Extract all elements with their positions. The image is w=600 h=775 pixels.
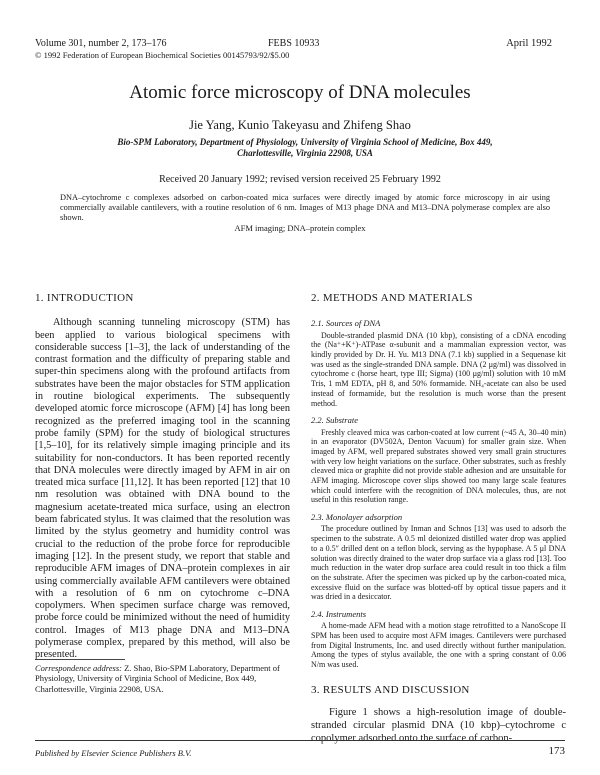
page-number: 173 (548, 745, 565, 757)
footer-rule (35, 740, 565, 741)
footnote-rule (35, 659, 125, 660)
subsection-title: 2.2. Substrate (311, 415, 358, 426)
introduction-text: Although scanning tunneling microscopy (STM) has been applied to various biological specimens with considerable success [1–3], the lack of understanding of the contrast formation and the difficulty of preparing stable and super-thin specimens along with the profound artifacts from substrates have been the major obstacles for STM application in routine biological experiments. The subsequently developed atomic force microscope (AFM) [4] has long been recognized as the preferred imaging tool in the scanning probe family (SPM) for the study of biological structures [1,5–10], for its relatively simple imaging principle and its suitability for non-conductors. It has been reported recently that DNA molecules were directly imaged by AFM in air on treated mica surface [11,12]. It has been reported [12] that 10 nm resolution was obtained with DNA bound to the magnesium acetate-treated mica surface, using an electron beam fabricated stylus. It was claimed that the resolution was limited by the stylus geometry and humidity control was crucial to the reduction of the probe force for reproducible imaging [12]. In the present study, we report that stable and reproducible AFM images of DNA–protein complexes in air using commercially available AFM cantilevers were obtained with a resolution of 6 nm on cytochrome c–DNA copolymers. When specimen surface charge was removed, probe force could be minimized without the need of humidity control. Images of M13 phage DNA and M13–DNA polymerase complex, prepared by this method, will also be presented. (35, 317, 290, 661)
copyright-line: © 1992 Federation of European Biochemical Societies 00145793/92/$5.00 (35, 50, 290, 60)
subsection-title: 2.1. Sources of DNA (311, 318, 381, 329)
subsection-text: The procedure outlined by Inman and Schnos [13] was used to adsorb the specimen to the substrate. A 0.5 ml deionized distilled water drop was applied to a 0.5″ drilled dent on a teflon block, serving as the hypophase. A 5 μl DNA solution was directly drained to the water drop surface via a glass rod [13]. Too much reduction in the water drop surface area could result in too thick a film on the substrate. After the specimen was picked up by the carbon-coated mica, excessive fluid on the surface was blotted-off by optical tissue papers and it was dried in a desiccator. (311, 524, 566, 602)
subsection-title: 2.3. Monolayer adsorption (311, 512, 403, 523)
introduction-heading: 1. INTRODUCTION (35, 292, 134, 304)
correspondence-text: Z. Shao, Bio-SPM Laboratory, Department of Physiology, University of Virginia School of Medicine, Box 449, Charlottesville, Virginia 22908, USA. (35, 663, 280, 694)
correspondence-note (35, 663, 285, 694)
issue-date: April 1992 (506, 38, 552, 49)
received-dates: Received 20 January 1992; revised version received 25 February 1992 (159, 174, 441, 185)
left-column (35, 292, 290, 662)
authors: Jie Yang, Kunio Takeyasu and Zhifeng Shao (189, 118, 411, 132)
keywords: AFM imaging; DNA–protein complex (234, 223, 366, 233)
subsection-text: Double-stranded plasmid DNA (10 kbp), consisting of a cDNA encoding the (Na⁺+K⁺)-ATPase α-subunit and a mammalian expression vector, was kindly provided by Dr. H. Yu. M13 DNA (7.1 kb) supplied in a Sequenase kit was used as the single-stranded DNA sample. DNA (2 μg/ml) was dissolved in cytochrome c (horse heart, type III; Sigma) (100 μg/ml) solution with 10 mM Tris, 1 mM EDTA, pH 8, and 50% formamide. NH₄-acetate can also be used instead of formamide, but the resolution is much worse than the present method. (311, 330, 566, 408)
publisher-line: Published by Elsevier Science Publishers B.V. (35, 748, 192, 758)
affiliation: Bio-SPM Laboratory, Department of Physiology, University of Virginia School of Medicine, Box 449, Charlottesville, Virginia 22908, USA (117, 137, 493, 158)
subsection-title: 2.4. Instruments (311, 609, 367, 620)
subsection-text: A home-made AFM head with a motion stage retrofitted to a NanoScope II SPM has been used to acquire most AFM images. Cantilevers were purchased from Digital Instruments, Inc. and used directly without further manipulation. Among the types of stylus available, the one with a spring constant of 0.06 N/m was used. (311, 621, 566, 670)
correspondence-label: Correspondence address: (35, 663, 122, 673)
article-title: Atomic force microscopy of DNA molecules (129, 82, 471, 103)
febs-number: FEBS 10933 (268, 38, 320, 49)
volume-info: Volume 301, number 2, 173–176 (35, 38, 167, 49)
results-heading: 3. RESULTS AND DISCUSSION (311, 683, 470, 696)
abstract: DNA–cytochrome c complexes adsorbed on carbon-coated mica surfaces were directly imaged by atomic force microscopy in air using commercially available cantilevers, with a routine resolution of 6 nm. Images of M13 phage DNA and M13–DNA polymerase complex are also shown. (60, 193, 550, 222)
right-column (311, 292, 566, 745)
methods-heading: 2. METHODS AND MATERIALS (311, 292, 473, 304)
results-text: Figure 1 shows a high-resolution image of double-stranded circular plasmid DNA (10 kbp)–cytochrome c copolymer adsorbed onto the surface of carbon- (311, 707, 566, 745)
subsection-text: Freshly cleaved mica was carbon-coated at low current (~45 A, 30–40 min) in an evaporator (DV502A, Denton Vacuum) for smaller grain size. When imaged by AFM, well prepared substrates showed very small grain structures with very low height variations on the surface. Other substrates, such as freshly cleaved mica or graphite did not provide stable adhesion and are unsuitable for AFM imaging. Microscope cover slips showed too many large scale features which could interfere with the recognition of DNA molecules, thus, are not useful in this resolution range. (311, 427, 566, 505)
